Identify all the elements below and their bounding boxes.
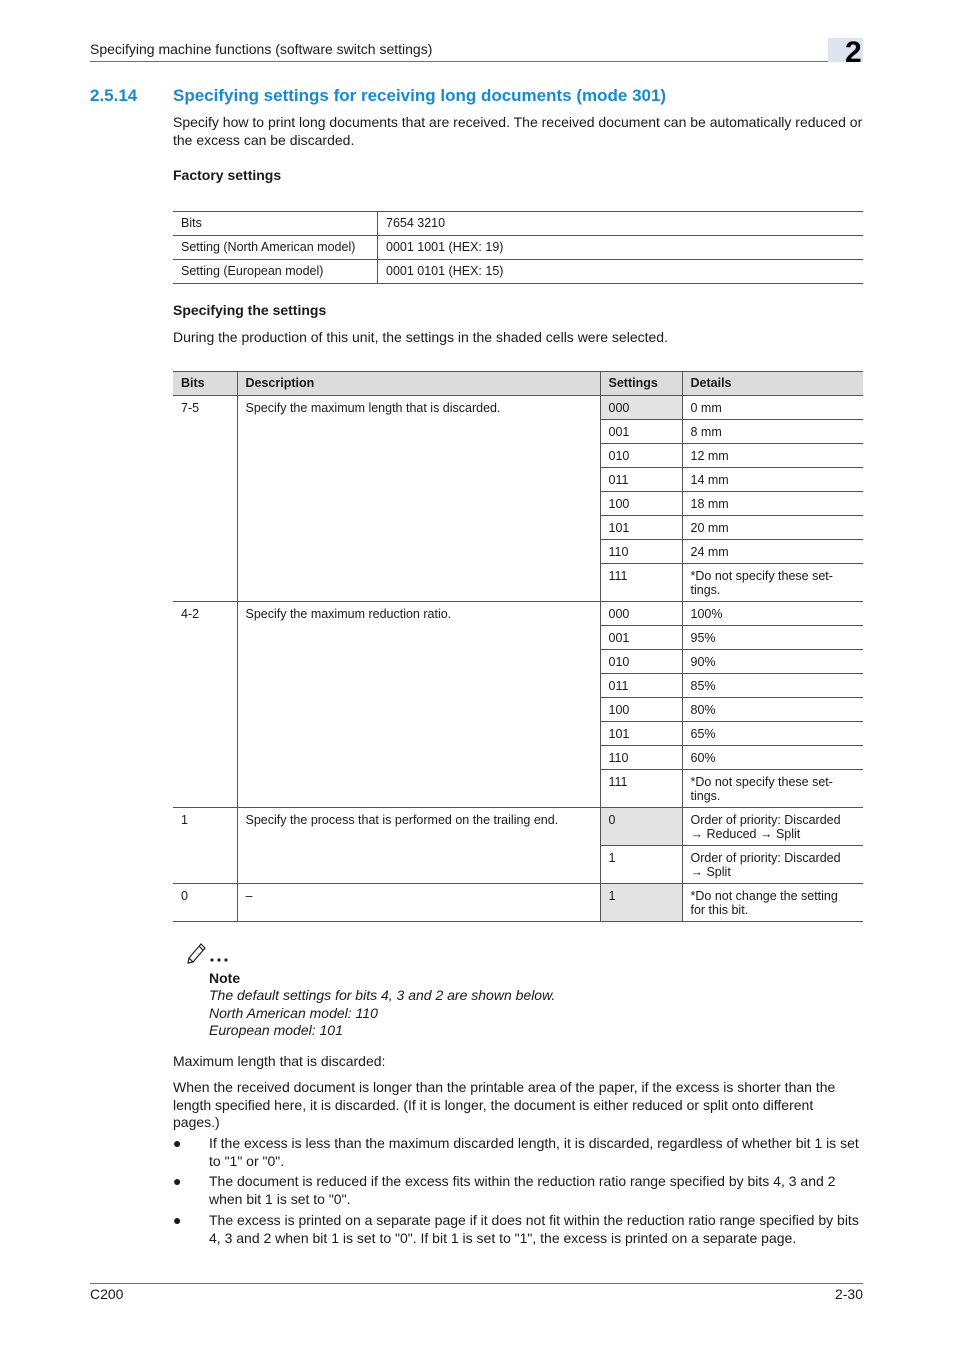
table-row <box>173 602 863 626</box>
specifying-heading: Specifying the settings <box>173 302 327 318</box>
setting-cell: 110 <box>600 540 682 564</box>
details-cell: 8 mm <box>682 420 863 444</box>
body-paragraph: When the received document is longer than the printable area of the paper, if the excess is shorter than the length specified here, it is discarded. (If it is longer, the document is either reduced or split onto different pages.) <box>173 1079 836 1130</box>
bits-cell: 7-5 <box>173 396 237 602</box>
setting-cell: 010 <box>600 650 682 674</box>
column-header: Details <box>682 372 863 396</box>
footer-rule <box>90 1283 863 1284</box>
note-line: European model: 101 <box>209 1022 343 1038</box>
details-cell: 20 mm <box>682 516 863 540</box>
section-title: Specifying settings for receiving long documents (mode 301) <box>173 86 667 105</box>
section-number: 2.5.14 <box>90 86 138 105</box>
table-row <box>173 236 863 260</box>
column-header: Bits <box>173 372 237 396</box>
setting-cell: 110 <box>600 746 682 770</box>
setting-cell: 100 <box>600 492 682 516</box>
bullet-icon: ● <box>173 1173 182 1189</box>
footer-page-number: 2-30 <box>834 1286 863 1302</box>
factory-settings-table <box>173 211 863 284</box>
details-cell: 100% <box>682 602 863 626</box>
bits-cell: 4-2 <box>173 602 237 808</box>
details-cell: *Do not change the setting for this bit. <box>682 884 863 922</box>
table-row <box>173 884 863 922</box>
table-row <box>173 212 863 236</box>
details-cell: Order of priority: Discarded → Split <box>682 846 863 884</box>
setting-cell: 001 <box>600 626 682 650</box>
setting-cell: 000 <box>600 602 682 626</box>
intro-paragraph: Specify how to print long documents that are received. The received document can be automatically reduced or the excess can be discarded. <box>173 114 863 148</box>
footer-model: C200 <box>90 1286 124 1302</box>
table-cell: 0001 1001 (HEX: 19) <box>378 236 864 260</box>
details-cell: 80% <box>682 698 863 722</box>
setting-cell: 101 <box>600 722 682 746</box>
table-row <box>173 260 863 284</box>
details-cell: 12 mm <box>682 444 863 468</box>
details-cell: 65% <box>682 722 863 746</box>
setting-cell: 1 <box>600 846 682 884</box>
table-cell: Setting (European model) <box>173 260 378 284</box>
column-header: Settings <box>600 372 682 396</box>
header-rule <box>90 61 828 62</box>
description-cell: Specify the maximum length that is discarded. <box>237 396 600 602</box>
bullet-icon: ● <box>173 1212 182 1228</box>
table-cell: 7654 3210 <box>378 212 864 236</box>
setting-cell: 0 <box>600 808 682 846</box>
setting-cell: 111 <box>600 564 682 602</box>
setting-cell: 011 <box>600 674 682 698</box>
bits-cell: 0 <box>173 884 237 922</box>
bullet-text: The document is reduced if the excess fits within the reduction ratio range specified by bits 4, 3 and 2 when bit 1 is set to "0". <box>209 1173 836 1207</box>
max-length-label: Maximum length that is discarded: <box>173 1053 386 1069</box>
note-line: The default settings for bits 4, 3 and 2 are shown below. <box>209 987 556 1003</box>
settings-table <box>173 371 863 922</box>
setting-cell: 010 <box>600 444 682 468</box>
note-line: North American model: 110 <box>209 1005 378 1021</box>
chapter-number: 2 <box>845 36 862 69</box>
table-row <box>173 396 863 420</box>
details-cell: 14 mm <box>682 468 863 492</box>
setting-cell: 011 <box>600 468 682 492</box>
pencil-note-icon <box>186 940 232 969</box>
table-cell: Bits <box>173 212 378 236</box>
bullet-icon: ● <box>173 1135 182 1151</box>
description-cell: – <box>237 884 600 922</box>
specifying-text: During the production of this unit, the settings in the shaded cells were selected. <box>173 329 668 345</box>
table-cell: 0001 0101 (HEX: 15) <box>378 260 864 284</box>
table-header-row <box>173 372 863 396</box>
setting-cell: 1 <box>600 884 682 922</box>
details-cell: *Do not specify these set-tings. <box>682 770 863 808</box>
details-cell: Order of priority: Discarded → Reduced → Split <box>682 808 863 846</box>
column-header: Description <box>237 372 600 396</box>
bullet-text: If the excess is less than the maximum discarded length, it is discarded, regardless of whether bit 1 is set to "1" or "0". <box>209 1135 859 1169</box>
setting-cell: 111 <box>600 770 682 808</box>
details-cell: 60% <box>682 746 863 770</box>
details-cell: 18 mm <box>682 492 863 516</box>
description-cell: Specify the maximum reduction ratio. <box>237 602 600 808</box>
details-cell: 0 mm <box>682 396 863 420</box>
setting-cell: 100 <box>600 698 682 722</box>
bits-cell: 1 <box>173 808 237 884</box>
details-cell: *Do not specify these set-tings. <box>682 564 863 602</box>
details-cell: 24 mm <box>682 540 863 564</box>
details-cell: 95% <box>682 626 863 650</box>
setting-cell: 000 <box>600 396 682 420</box>
details-cell: 85% <box>682 674 863 698</box>
note-label: Note <box>209 970 241 986</box>
description-cell: Specify the process that is performed on the trailing end. <box>237 808 600 884</box>
table-row <box>173 808 863 846</box>
running-header: Specifying machine functions (software switch settings) <box>90 41 433 57</box>
setting-cell: 001 <box>600 420 682 444</box>
details-cell: 90% <box>682 650 863 674</box>
bullet-text: The excess is printed on a separate page if it does not fit within the reduction ratio range specified by bits 4, 3 and 2 when bit 1 is set to "0". If bit 1 is set to "1", the excess is printed on a separate page. <box>209 1212 859 1246</box>
table-cell: Setting (North American model) <box>173 236 378 260</box>
setting-cell: 101 <box>600 516 682 540</box>
factory-settings-heading: Factory settings <box>173 167 282 183</box>
